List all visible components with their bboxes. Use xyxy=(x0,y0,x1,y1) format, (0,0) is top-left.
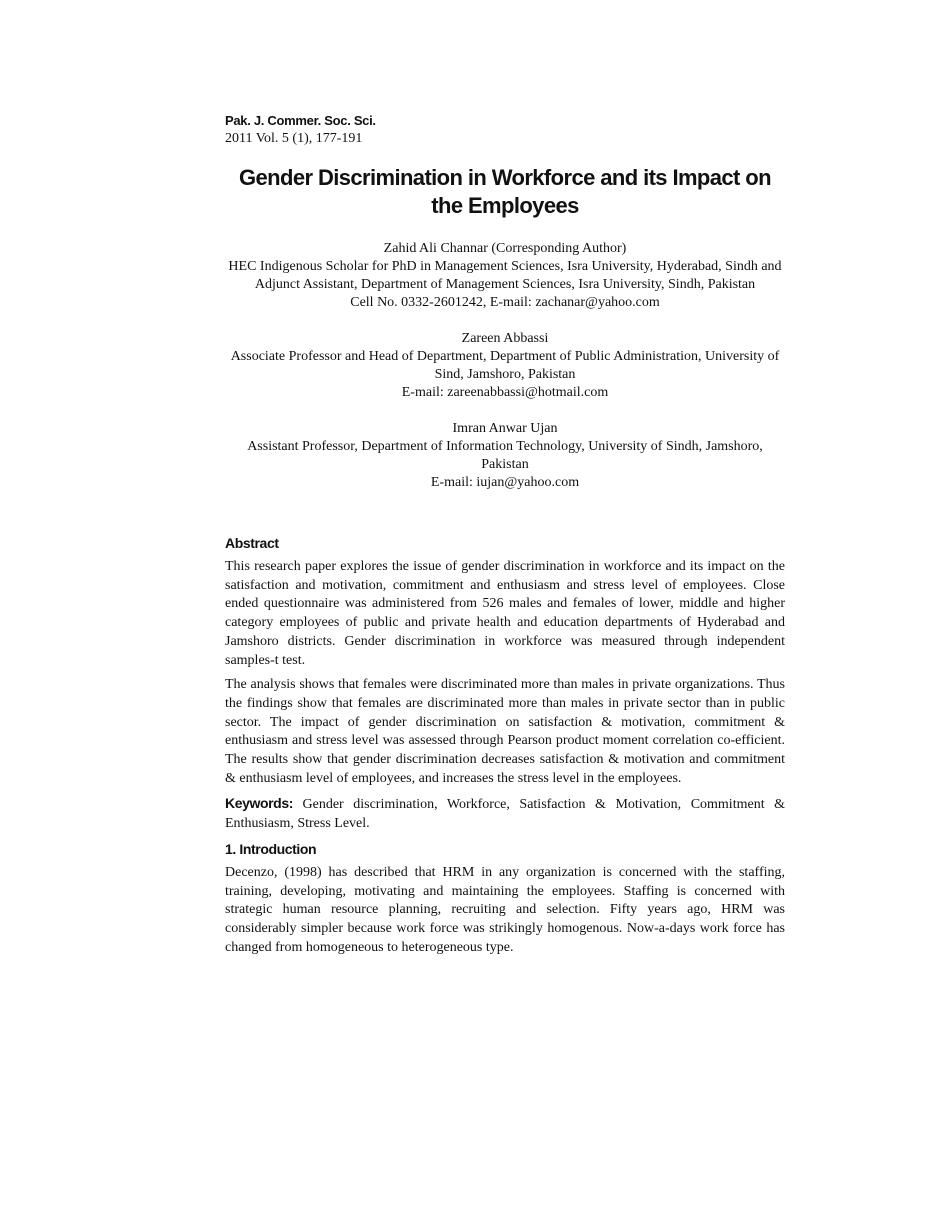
author-name: Zareen Abbassi xyxy=(461,331,549,346)
author-contact: E-mail: iujan@yahoo.com xyxy=(430,475,580,490)
journal-name: Pak. J. Commer. Soc. Sci. xyxy=(225,113,376,128)
author-affiliation: Associate Professor and Head of Department, Department of Public Administration, University of Sind, Jamshoro, Pakistan xyxy=(230,349,780,382)
keywords-text: Gender discrimination, Workforce, Satisfaction & Motivation, Commitment & Enthusiasm, Stress Level. xyxy=(225,797,785,832)
author-affiliation: Assistant Professor, Department of Information Technology, University of Sindh, Jamshoro, Pakistan xyxy=(247,439,763,472)
keywords-line xyxy=(225,794,785,833)
author-block xyxy=(225,420,785,492)
abstract-heading: Abstract xyxy=(225,535,279,551)
paper-page xyxy=(225,112,785,957)
author-block xyxy=(225,330,785,402)
journal-volume: 2011 Vol. 5 (1), 177-191 xyxy=(225,131,363,146)
author-block xyxy=(225,240,785,312)
paper-title: Gender Discrimination in Workforce and its Impact on the Employees xyxy=(239,165,771,218)
section-heading: 1. Introduction xyxy=(225,840,317,857)
author-affiliation: HEC Indigenous Scholar for PhD in Management Sciences, Isra University, Hyderabad, Sindh and Adjunct Assistant, Department of Management Sciences, Isra University, Sindh, Pakistan xyxy=(228,259,782,292)
abstract-paragraph: The analysis shows that females were discriminated more than males in private organizations. Thus the findings show that females are discriminated more than males in private sector than in public sector. The impact of gender discrimination on satisfaction & motivation, commitment & enthusiasm and stress level was assessed through Pearson product moment correlation co-efficient. The results show that gender discrimination decreases satisfaction & motivation and commitment & enthusiasm level of employees, and increases the stress level in the employees. xyxy=(225,677,785,786)
keywords-colon: : xyxy=(288,795,293,812)
keywords-label: Keywords xyxy=(225,795,289,812)
abstract-paragraph: This research paper explores the issue of gender discrimination in workforce and its impact on the satisfaction and motivation, commitment and enthusiasm and stress level of employees. Close ended questionnaire was administered from 526 males and females of lower, middle and higher category employees of public and private health and education departments of Hyderabad and Jamshoro districts. Gender discrimination in workforce was measured through independent samples-t test. xyxy=(225,559,785,668)
author-name: Imran Anwar Ujan xyxy=(452,421,558,436)
introduction-paragraph: Decenzo, (1998) has described that HRM in any organization is concerned with the staffing, training, developing, motivating and maintaining the employees. Staffing is concerned with strategic human resource planning, recruiting and selection. Fifty years ago, HRM was considerably simpler because work force was strikingly homogenous. Now-a-days work force has changed from homogeneous to heterogeneous type. xyxy=(225,864,785,955)
author-contact: Cell No. 0332-2601242, E-mail: zachanar@yahoo.com xyxy=(350,295,660,310)
author-contact: E-mail: zareenabbassi@hotmail.com xyxy=(401,385,609,400)
author-name: Zahid Ali Channar (Corresponding Author) xyxy=(383,241,627,256)
